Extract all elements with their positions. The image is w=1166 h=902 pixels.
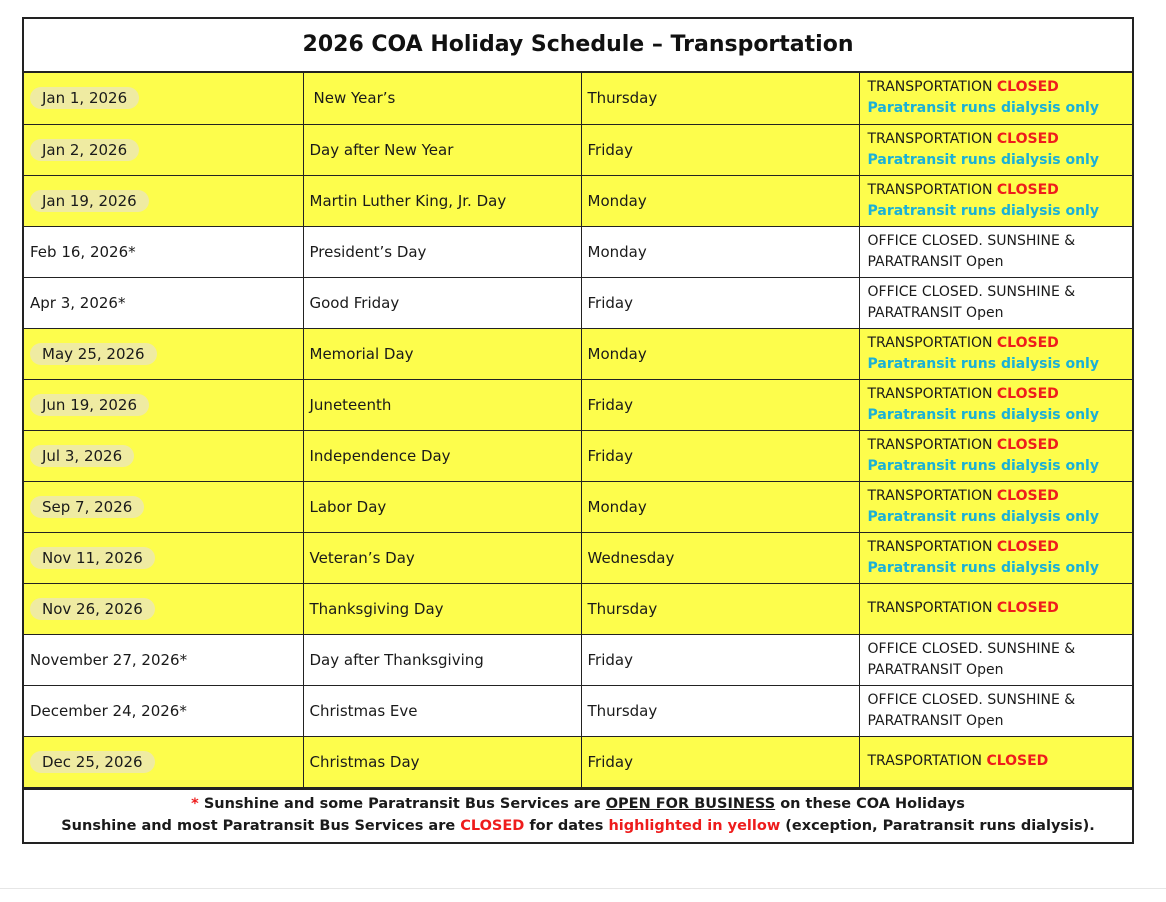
holiday-cell: Day after New Year xyxy=(303,124,581,175)
holiday-cell: Veteran’s Day xyxy=(303,532,581,583)
date-cell xyxy=(24,328,303,379)
paratransit-open-text: PARATRANSIT Open xyxy=(867,253,1004,270)
weekday-cell: Thursday xyxy=(581,583,859,634)
highlighted-in-yellow-text: highlighted in yellow xyxy=(608,817,781,834)
holiday-cell: Christmas Eve xyxy=(303,685,581,736)
holiday-table-body xyxy=(24,73,1132,787)
weekday-cell: Monday xyxy=(581,481,859,532)
date-label: Nov 11, 2026 xyxy=(30,547,155,569)
status-cell xyxy=(859,124,1132,175)
date-cell xyxy=(24,583,303,634)
weekday-cell: Friday xyxy=(581,634,859,685)
closed-label: CLOSED xyxy=(996,130,1059,147)
date-label: Dec 25, 2026 xyxy=(30,751,155,773)
closed-label: CLOSED xyxy=(996,181,1059,198)
dialysis-only-text: Paratransit runs dialysis only xyxy=(867,202,1099,219)
transportation-closed-line: TRASPORTATION CLOSED xyxy=(867,753,1049,769)
status-cell xyxy=(859,634,1132,685)
closed-label: CLOSED xyxy=(996,487,1059,504)
status-cell xyxy=(859,328,1132,379)
date-cell xyxy=(24,685,303,736)
date-label: Feb 16, 2026* xyxy=(30,242,136,261)
date-cell xyxy=(24,736,303,787)
date-label: May 25, 2026 xyxy=(30,343,157,365)
date-cell xyxy=(24,430,303,481)
status-cell xyxy=(859,685,1132,736)
transportation-closed-line: TRANSPORTATION CLOSED xyxy=(867,181,1059,198)
transportation-closed-line: TRANSPORTATION CLOSED xyxy=(867,385,1059,402)
table-row xyxy=(24,583,1132,634)
weekday-cell: Monday xyxy=(581,328,859,379)
table-row xyxy=(24,430,1132,481)
table-row xyxy=(24,277,1132,328)
paratransit-open-text: PARATRANSIT Open xyxy=(867,304,1004,321)
table-row xyxy=(24,736,1132,787)
holiday-cell: New Year’s xyxy=(303,73,581,124)
date-label: November 27, 2026* xyxy=(30,650,188,669)
holiday-cell: Martin Luther King, Jr. Day xyxy=(303,175,581,226)
date-label: Jan 1, 2026 xyxy=(30,87,139,109)
date-label: Nov 26, 2026 xyxy=(30,598,155,620)
holiday-table xyxy=(24,73,1132,788)
status-cell xyxy=(859,226,1132,277)
table-row xyxy=(24,124,1132,175)
table-row xyxy=(24,532,1132,583)
holiday-cell: Memorial Day xyxy=(303,328,581,379)
date-cell xyxy=(24,481,303,532)
weekday-cell: Friday xyxy=(581,736,859,787)
table-row xyxy=(24,685,1132,736)
status-cell xyxy=(859,175,1132,226)
holiday-cell: President’s Day xyxy=(303,226,581,277)
status-cell xyxy=(859,532,1132,583)
page-bottom-divider xyxy=(0,888,1166,889)
footer-line-1: * Sunshine and some Paratransit Bus Services are OPEN FOR BUSINESS on these COA Holidays xyxy=(191,795,965,812)
date-cell xyxy=(24,379,303,430)
closed-label: CLOSED xyxy=(996,385,1059,402)
open-for-business-text: OPEN FOR BUSINESS xyxy=(605,795,776,812)
dialysis-only-text: Paratransit runs dialysis only xyxy=(867,559,1099,576)
transportation-closed-line: TRANSPORTATION CLOSED xyxy=(867,79,1059,96)
holiday-schedule-document xyxy=(22,17,1134,844)
weekday-cell: Monday xyxy=(581,175,859,226)
transportation-closed-line: TRANSPORTATION CLOSED xyxy=(867,487,1059,504)
transportation-closed-line: TRANSPORTATION CLOSED xyxy=(867,538,1059,555)
date-cell xyxy=(24,175,303,226)
holiday-cell: Good Friday xyxy=(303,277,581,328)
status-cell xyxy=(859,583,1132,634)
date-label: Apr 3, 2026* xyxy=(30,293,126,312)
table-row xyxy=(24,634,1132,685)
date-cell xyxy=(24,73,303,124)
table-row xyxy=(24,226,1132,277)
office-closed-text: OFFICE CLOSED. SUNSHINE & xyxy=(867,640,1076,657)
date-cell xyxy=(24,532,303,583)
date-label: Jan 2, 2026 xyxy=(30,139,139,161)
office-closed-text: OFFICE CLOSED. SUNSHINE & xyxy=(867,232,1076,249)
weekday-cell: Monday xyxy=(581,226,859,277)
paratransit-open-text: PARATRANSIT Open xyxy=(867,712,1004,729)
transportation-closed-line: TRANSPORTATION CLOSED xyxy=(867,600,1059,616)
date-label: Jul 3, 2026 xyxy=(30,445,134,467)
closed-label: CLOSED xyxy=(996,334,1059,351)
closed-label: CLOSED xyxy=(996,600,1059,616)
holiday-cell: Christmas Day xyxy=(303,736,581,787)
weekday-cell: Wednesday xyxy=(581,532,859,583)
transportation-closed-line: TRANSPORTATION CLOSED xyxy=(867,130,1059,147)
holiday-cell: Independence Day xyxy=(303,430,581,481)
closed-text: CLOSED xyxy=(460,817,525,834)
table-row xyxy=(24,175,1132,226)
holiday-cell: Labor Day xyxy=(303,481,581,532)
weekday-cell: Thursday xyxy=(581,73,859,124)
paratransit-open-text: PARATRANSIT Open xyxy=(867,661,1004,678)
date-cell xyxy=(24,634,303,685)
weekday-cell: Friday xyxy=(581,277,859,328)
dialysis-only-text: Paratransit runs dialysis only xyxy=(867,355,1099,372)
table-row xyxy=(24,73,1132,124)
page-title: 2026 COA Holiday Schedule – Transportation xyxy=(24,19,1132,73)
closed-label: CLOSED xyxy=(986,753,1049,769)
status-cell xyxy=(859,481,1132,532)
transportation-closed-line: TRANSPORTATION CLOSED xyxy=(867,334,1059,351)
date-cell xyxy=(24,124,303,175)
dialysis-only-text: Paratransit runs dialysis only xyxy=(867,457,1099,474)
date-label: December 24, 2026* xyxy=(30,701,187,720)
dialysis-only-text: Paratransit runs dialysis only xyxy=(867,406,1099,423)
closed-label: CLOSED xyxy=(996,79,1059,96)
holiday-cell: Juneteenth xyxy=(303,379,581,430)
table-row xyxy=(24,328,1132,379)
closed-label: CLOSED xyxy=(996,436,1059,453)
status-cell xyxy=(859,277,1132,328)
weekday-cell: Friday xyxy=(581,379,859,430)
dialysis-only-text: Paratransit runs dialysis only xyxy=(867,151,1099,168)
dialysis-only-text: Paratransit runs dialysis only xyxy=(867,508,1099,525)
asterisk-mark: * xyxy=(191,795,199,812)
office-closed-text: OFFICE CLOSED. SUNSHINE & xyxy=(867,283,1076,300)
holiday-cell: Day after Thanksgiving xyxy=(303,634,581,685)
date-label: Jan 19, 2026 xyxy=(30,190,149,212)
dialysis-only-text: Paratransit runs dialysis only xyxy=(867,100,1099,117)
holiday-cell: Thanksgiving Day xyxy=(303,583,581,634)
closed-label: CLOSED xyxy=(996,538,1059,555)
weekday-cell: Thursday xyxy=(581,685,859,736)
table-row xyxy=(24,481,1132,532)
date-cell xyxy=(24,277,303,328)
date-label: Sep 7, 2026 xyxy=(30,496,144,518)
footer-line-2: Sunshine and most Paratransit Bus Services are CLOSED for dates highlighted in yellow (exception, Paratransit runs dialysis). xyxy=(61,817,1095,834)
status-cell xyxy=(859,73,1132,124)
footer-note xyxy=(24,788,1132,842)
date-cell xyxy=(24,226,303,277)
table-row xyxy=(24,379,1132,430)
status-cell xyxy=(859,430,1132,481)
office-closed-text: OFFICE CLOSED. SUNSHINE & xyxy=(867,691,1076,708)
weekday-cell: Friday xyxy=(581,124,859,175)
status-cell xyxy=(859,736,1132,787)
status-cell xyxy=(859,379,1132,430)
transportation-closed-line: TRANSPORTATION CLOSED xyxy=(867,436,1059,453)
date-label: Jun 19, 2026 xyxy=(30,394,149,416)
weekday-cell: Friday xyxy=(581,430,859,481)
